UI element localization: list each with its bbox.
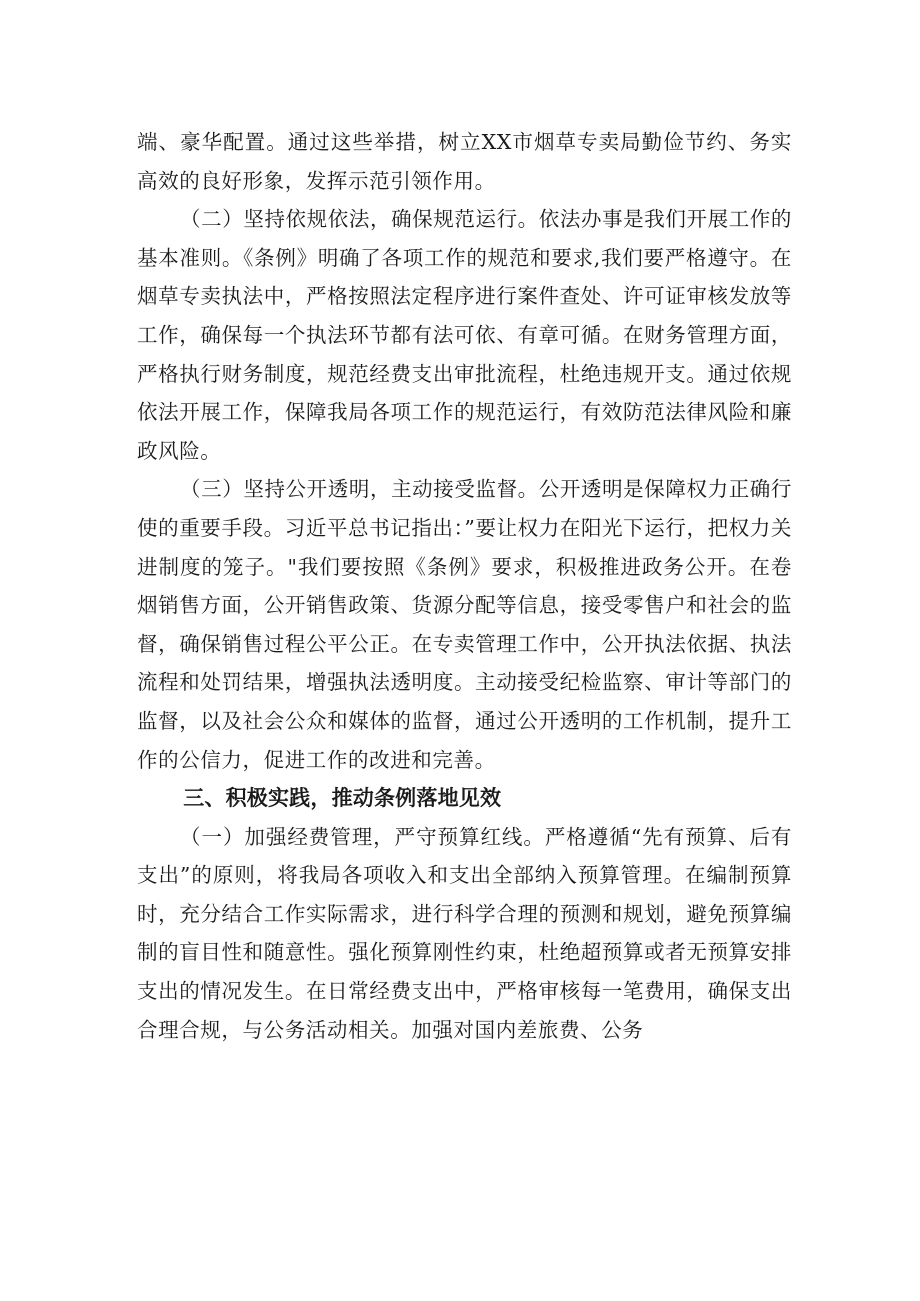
paragraph-section-2-2: （二）坚持依规依法，确保规范运行。依法办事是我们开展工作的基本准则。《条例》明确了各项工作的规范和要求,我们要严格遵守。在烟草专卖执法中，严格按照法定程序进行案件查处、许可证审核发放等工作，确保每一个执法环节都有法可依、有章可循。在财务管理方面，严格执行财务制度，规范经费支出审批流程，杜绝违规开支。通过依规依法开展工作，保障我局各项工作的规范运行，有效防范法律风险和廉政风险。 <box>137 207 792 463</box>
paragraph-continued: 端、豪华配置。通过这些举措，树立XX市烟草专卖局勤俭节约、务实高效的良好形象，发挥示范引领作用。 <box>137 130 792 193</box>
paragraph-section-2-3: （三）坚持公开透明，主动接受监督。公开透明是保障权力正确行使的重要手段。习近平总书记指出：”要让权力在阳光下运行，把权力关进制度的笼子。"我们要按照《条例》要求，积极推进政务公开。在卷烟销售方面，公开销售政策、货源分配等信息，接受零售户和社会的监督，确保销售过程公平公正。在专卖管理工作中，公开执法依据、执法流程和处罚结果，增强执法透明度。主动接受纪检监察、审计等部门的监督，以及社会公众和媒体的监督，通过公开透明的工作机制，提升工作的公信力，促进工作的改进和完善。 <box>137 477 792 772</box>
document-body <box>137 123 792 1049</box>
paragraph-section-3-1: （一）加强经费管理，严守预算红线。严格遵循“先有预算、后有支出”的原则，将我局各项收入和支出全部纳入预算管理。在编制预算时，充分结合工作实际需求，进行科学合理的预测和规划，避免预算编制的盲目性和随意性。强化预算刚性约束，杜绝超预算或者无预算安排支出的情况发生。在日常经费支出中，严格审核每一笔费用，确保支出合理合规，与公务活动相关。加强对国内差旅费、公务 <box>137 824 792 1042</box>
section-heading-3: 三、积极实践，推动条例落地见效 <box>183 786 502 811</box>
